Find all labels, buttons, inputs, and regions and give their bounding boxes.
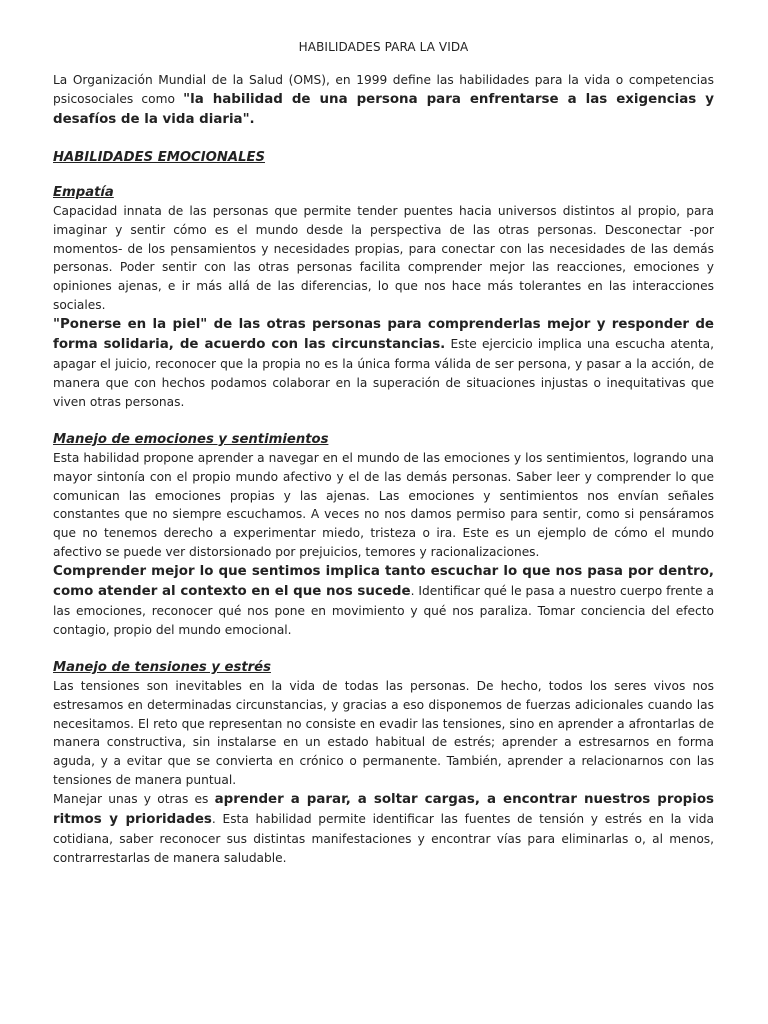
heading-manejo-tensiones: Manejo de tensiones y estrés — [53, 659, 271, 675]
section-empatia — [53, 183, 714, 412]
empatia-paragraph: Capacidad innata de las personas que permite tender puentes hacia universos distintos al propio, para imaginar y sentir cómo es el mundo desde la perspectiva de las otras personas. Desconectar -por momentos- de los pensamientos y necesidades propias, para conectar con las necesidades de las demás personas. Poder sentir con las otras personas facilita comprender mejor las reacciones, emociones y opiniones ajenas, e ir más allá de las diferencias, lo que nos hace más tolerantes en las interacciones sociales. — [53, 203, 714, 313]
section-manejo-tensiones — [53, 658, 714, 868]
empatia-emphasis-paragraph — [53, 315, 714, 412]
emociones-after: . Identificar qué le pasa a nuestro cuerpo frente a las emociones, reconocer qué nos pone en movimiento y qué nos paraliza. Tomar conciencia del efecto contagio, propio del mundo emocional. — [53, 584, 714, 637]
section-heading-emocionales: HABILIDADES EMOCIONALES — [53, 149, 265, 165]
tensiones-before: Manejar unas y otras es — [53, 792, 215, 807]
emociones-emphasis-paragraph — [53, 562, 714, 640]
heading-empatia: Empatía — [53, 184, 114, 200]
emociones-paragraph: Esta habilidad propone aprender a navegar en el mundo de las emociones y los sentimientos, logrando una mayor sintonía con el propio mundo afectivo y el de las demás personas. Saber leer y comprender lo que comunican las emociones propias y las ajenas. Las emociones y sentimientos nos envían señales constantes que no siempre escuchamos. A veces no nos damos permiso para sentir, como si pensáramos que no tenemos derecho a experimentar miedo, tristeza o ira. Este es un ejemplo de cómo el mundo afectivo se puede ver distorsionado por prejuicios, temores y racionalizaciones. — [53, 450, 714, 560]
intro-text: La Organización Mundial de la Salud (OMS), en 1999 define las habilidades para la vida o competencias psicosociales como — [53, 73, 714, 106]
intro-paragraph — [53, 71, 714, 130]
empatia-after: Este ejercicio implica una escucha atenta, apagar el juicio, reconocer que la propia no es la única forma válida de ser persona, y pasar a la acción, de manera que con hechos podamos colaborar en la superación de situaciones injustas o inequitativas que viven otras personas. — [53, 337, 715, 409]
section-manejo-emociones — [53, 430, 714, 640]
document-title: HABILIDADES PARA LA VIDA — [298, 40, 469, 54]
intro-quote: "la habilidad de una persona para enfrentarse a las exigencias y desafíos de la vida diaria". — [53, 91, 714, 127]
document-page — [53, 38, 714, 886]
heading-manejo-emociones: Manejo de emociones y sentimientos — [53, 431, 329, 447]
tensiones-after: . Esta habilidad permite identificar las fuentes de tensión y estrés en la vida cotidiana, saber reconocer sus distintas manifestaciones y encontrar vías para eliminarlas o, al menos, contrarrestarlas de manera saludable. — [53, 812, 714, 865]
empatia-emphasis: "Ponerse en la piel" de las otras personas para comprenderlas mejor y responder de forma solidaria, de acuerdo con las circunstancias. — [53, 317, 714, 353]
tensiones-emphasis: aprender a parar, a soltar cargas, a encontrar nuestros propios ritmos y prioridades — [53, 792, 715, 828]
emociones-emphasis: Comprender mejor lo que sentimos implica tanto escuchar lo que nos pasa por dentro, como atender al contexto en el que nos sucede — [53, 564, 714, 600]
tensiones-emphasis-paragraph — [53, 790, 714, 868]
tensiones-paragraph: Las tensiones son inevitables en la vida de todas las personas. De hecho, todos los seres vivos nos estresamos en determinadas circunstancias, y gracias a eso disponemos de fuerzas adicionales cuando las necesitamos. El reto que representan no consiste en evadir las tensiones, sino en aprender a afrontarlas de manera constructiva, sin instalarse en un estado habitual de estrés; aprender a estresarnos en forma aguda, y a evitar que se convierta en crónico o permanente. También, aprender a relacionarnos con las tensiones de manera puntual. — [53, 678, 714, 788]
